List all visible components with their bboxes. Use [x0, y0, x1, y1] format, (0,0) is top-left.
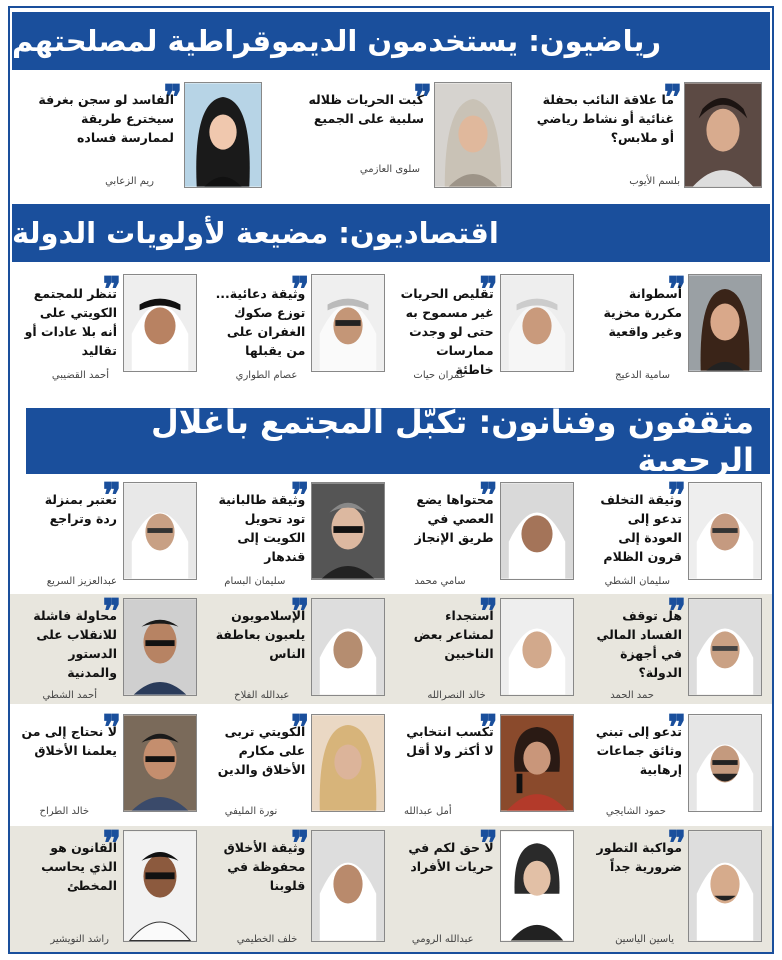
portrait-photo	[688, 830, 762, 942]
quote-mark-icon: ❞	[291, 476, 310, 516]
article-page	[8, 6, 774, 954]
quote-text: هل توقف الفساد المالي في أجهزة الدولة؟	[596, 608, 682, 680]
quote-mark-icon: ❞	[667, 270, 686, 310]
portrait-photo	[123, 274, 197, 372]
quote-text: الإسلامويون يلعبون بعاطفة الناس	[215, 608, 306, 661]
quote-mark-icon: ❞	[479, 824, 498, 864]
person-name: سليمان الشطي	[604, 576, 670, 587]
sports-section-title: رياضيون: يستخدمون الديموقراطية لمصلحتهم	[12, 12, 770, 70]
quote-text: لا حق لكم في حريات الأفراد	[408, 840, 494, 874]
quote-text: مواكبة التطور ضرورية جداً	[596, 840, 682, 874]
quote-mark-icon: ❞	[479, 476, 498, 516]
quote-text: تنظر للمجتمع الكويتي على أنه بلا عادات أو تقاليد	[24, 286, 117, 358]
intellectuals-row-1	[10, 478, 772, 590]
portrait-photo	[434, 82, 512, 188]
quote-text: كبت الحريات ظلاله سلبية على الجميع	[308, 92, 424, 126]
person-card	[516, 76, 766, 200]
quote-text: القانون هو الذي يحاسب المخطئ	[41, 840, 117, 893]
person-card	[393, 826, 578, 952]
quote-mark-icon: ❞	[479, 708, 498, 748]
quote-mark-icon: ❞	[479, 270, 498, 310]
quote-text: تكسب انتخابي لا أكثر ولا أقل	[406, 724, 494, 758]
person-card	[581, 478, 766, 590]
intellectuals-row-2	[10, 594, 772, 704]
quote-text: أسطوانة مكررة مخزية وغير واقعية	[603, 286, 682, 339]
quote-mark-icon: ❞	[667, 476, 686, 516]
quote-mark-icon: ❞	[102, 476, 121, 516]
person-name: ياسين الياسين	[615, 934, 674, 945]
person-card	[581, 594, 766, 704]
sports-row	[10, 76, 772, 200]
person-name: خالد النصرالله	[427, 690, 486, 701]
portrait-photo	[688, 598, 762, 696]
quote-text: الفاسد لو سجن بغرفة سيخترع طريقة لممارسة فساده	[38, 92, 174, 145]
person-name: راشد النويشير	[50, 934, 109, 945]
person-name: ريم الزعابي	[105, 176, 154, 187]
quote-mark-icon: ❞	[667, 824, 686, 864]
quote-text: وثيقة طالبانية تود تحويل الكويت إلى قندهار	[218, 492, 306, 564]
person-card	[16, 826, 201, 952]
quote-mark-icon: ❞	[663, 78, 682, 118]
portrait-photo	[684, 82, 762, 188]
portrait-photo	[123, 714, 197, 812]
quote-mark-icon: ❞	[291, 708, 310, 748]
quote-mark-icon: ❞	[102, 824, 121, 864]
portrait-photo	[184, 82, 262, 188]
quote-text: وثيقة التخلف تدعو إلى العودة إلى قرون الظلام	[600, 492, 682, 564]
person-card	[581, 270, 766, 386]
portrait-photo	[688, 482, 762, 580]
person-card	[204, 826, 389, 952]
person-name: خلف الخطيمي	[236, 934, 298, 945]
person-card	[393, 710, 578, 820]
portrait-photo	[500, 714, 574, 812]
quote-mark-icon: ❞	[413, 78, 432, 118]
portrait-photo	[688, 714, 762, 812]
person-card	[266, 76, 516, 200]
person-name: سامية الدعيج	[615, 370, 670, 381]
quote-text: ما علاقة النائب بحفلة غنائية أو نشاط رياضي أو ملابس؟	[536, 92, 674, 145]
intellectuals-row-4	[10, 826, 772, 952]
person-card	[393, 270, 578, 386]
quote-mark-icon: ❞	[667, 708, 686, 748]
portrait-photo	[123, 830, 197, 942]
portrait-photo	[500, 830, 574, 942]
person-card	[16, 270, 201, 386]
person-name: عبدالعزيز السريع	[46, 576, 117, 587]
person-name: حمود الشايجي	[605, 806, 666, 817]
person-name: عمران حيات	[413, 370, 466, 381]
person-name: سلوى العازمي	[359, 164, 420, 175]
quote-text: استجداء لمشاعر بعض الناخبين	[413, 608, 494, 661]
portrait-photo	[311, 830, 385, 942]
person-name: بلسم الأيوب	[629, 176, 680, 187]
portrait-photo	[311, 598, 385, 696]
portrait-photo	[500, 598, 574, 696]
intellectuals-row-3	[10, 710, 772, 820]
quote-text: تعتبر بمنزلة ردة وتراجع	[44, 492, 117, 526]
person-name: نورة المليفي	[224, 806, 278, 817]
person-name: عبدالله الرومي	[411, 934, 474, 945]
quote-mark-icon: ❞	[102, 270, 121, 310]
person-card	[204, 270, 389, 386]
person-card	[581, 710, 766, 820]
quote-text: محتواها يضع العصي في طريق الإنجاز	[414, 492, 494, 545]
person-card	[204, 478, 389, 590]
portrait-photo	[311, 714, 385, 812]
person-card	[393, 594, 578, 704]
quote-text: تدعو إلى تبني وثائق جماعات إرهابية	[595, 724, 682, 777]
person-card	[16, 76, 266, 200]
quote-mark-icon: ❞	[102, 592, 121, 632]
person-name: حمد الحمد	[610, 690, 654, 701]
person-card	[393, 478, 578, 590]
person-name: سليمان البسام	[224, 576, 286, 587]
quote-text: الكويتي تربى على مكارم الأخلاق والدين	[217, 724, 306, 777]
person-name: خالد الطراح	[39, 806, 89, 817]
quote-text: وثيقة دعائية... توزع صكوك الغفران على من يقبلها	[215, 286, 306, 358]
portrait-photo	[123, 598, 197, 696]
person-name: عبدالله الفلاح	[234, 690, 290, 701]
portrait-photo	[311, 274, 385, 372]
person-card	[16, 478, 201, 590]
person-name: أحمد الشطي	[42, 690, 97, 701]
person-card	[16, 594, 201, 704]
economists-row	[10, 270, 772, 386]
quote-mark-icon: ❞	[102, 708, 121, 748]
person-card	[581, 826, 766, 952]
quote-mark-icon: ❞	[479, 592, 498, 632]
quote-text: وثيقة الأخلاق محفوظة في قلوبنا	[223, 840, 306, 893]
quote-mark-icon: ❞	[291, 270, 310, 310]
quote-text: لا نحتاج إلى من يعلمنا الأخلاق	[21, 724, 117, 758]
portrait-photo	[500, 482, 574, 580]
portrait-photo	[500, 274, 574, 372]
portrait-photo	[688, 274, 762, 372]
quote-mark-icon: ❞	[291, 824, 310, 864]
quote-text: محاولة فاشلة للانقلاب على الدستور والمدنية	[33, 608, 117, 680]
quote-mark-icon: ❞	[163, 78, 182, 118]
quote-mark-icon: ❞	[291, 592, 310, 632]
intellectuals-section-title: مثقفون وفنانون: تكبّل المجتمع بأغلال الرجعية	[26, 408, 770, 474]
person-card	[204, 594, 389, 704]
person-card	[204, 710, 389, 820]
portrait-photo	[311, 482, 385, 580]
portrait-photo	[123, 482, 197, 580]
person-name: أحمد القضيبي	[51, 370, 109, 381]
quote-mark-icon: ❞	[667, 592, 686, 632]
person-name: سامي محمد	[414, 576, 466, 587]
economists-section-title: اقتصاديون: مضيعة لأولويات الدولة	[12, 204, 770, 262]
person-name: أمل عبدالله	[404, 806, 452, 817]
person-card	[16, 710, 201, 820]
quote-text: تقليص الحريات غير مسموح به حتى لو وجدت ممارسات خاطئة	[400, 286, 494, 377]
person-name: عصام الطواري	[235, 370, 298, 381]
